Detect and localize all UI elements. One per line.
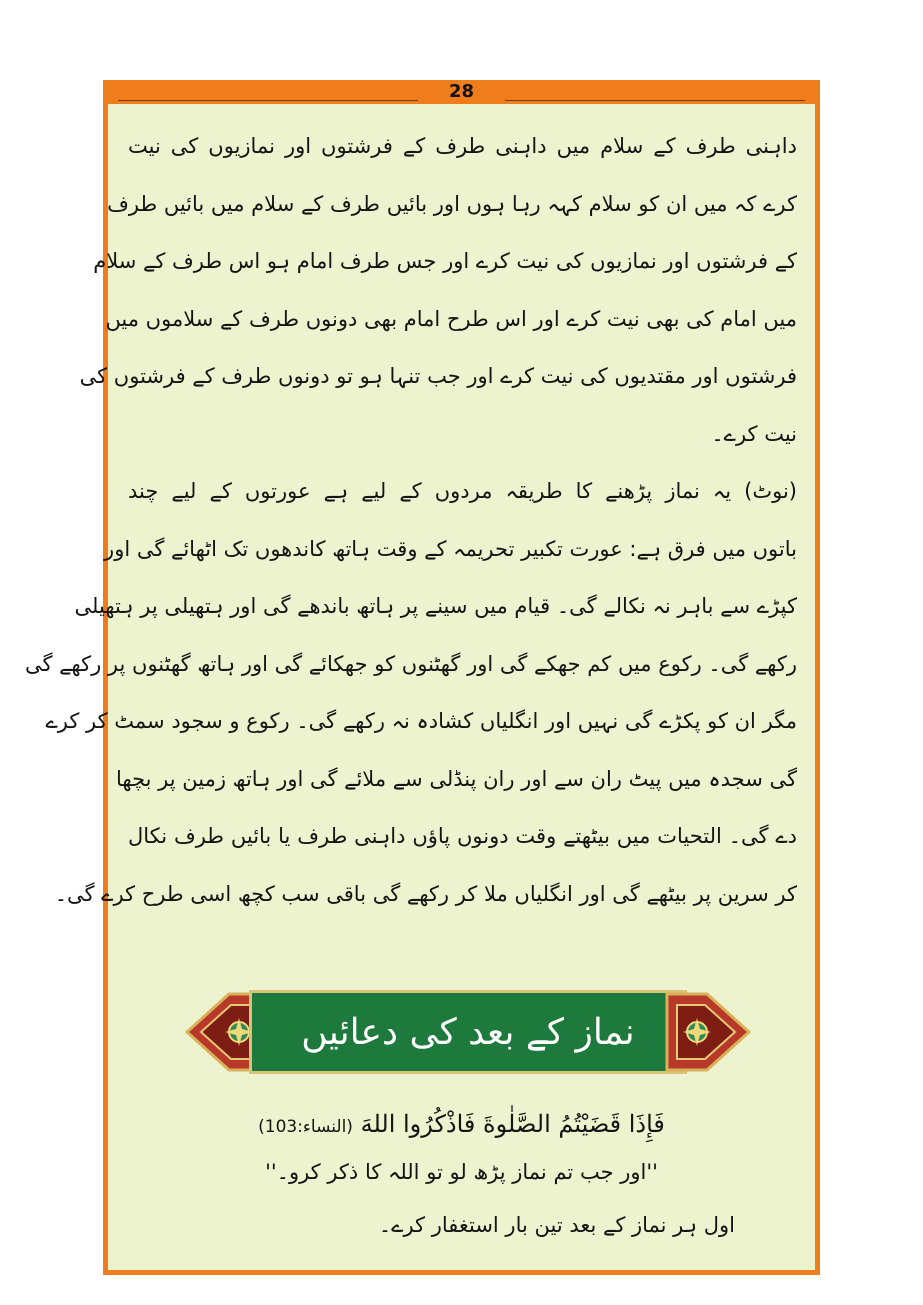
instruction-text: اول ہر نماز کے بعد تین بار استغفار کرے۔ — [378, 1213, 735, 1237]
text-line: باتوں میں فرق ہے: عورت تکبیر تحریمہ کے وقت ہاتھ کاندھوں تک اٹھائے گی اور — [104, 536, 797, 561]
text-line: کر سرین پر بیٹھے گی اور انگلیاں ملا کر رکھے گی باقی سب کچھ اسی طرح کرے گی۔ — [54, 881, 797, 906]
text-line: داہنی طرف کے سلام میں داہنی طرف کے فرشتوں اور نمازیوں کی نیت — [128, 134, 797, 158]
text-line: کپڑے سے باہر نہ نکالے گی۔ قیام میں سینے پر ہاتھ باندھے گی اور ہتھیلی پر ہتھیلی — [74, 594, 797, 618]
paragraph-note-women — [24, 463, 797, 923]
text-line: کے فرشتوں اور نمازیوں کی نیت کرے اور جس طرف امام ہو اس طرف کے سلام — [93, 249, 797, 273]
verse-translation: ''اور جب تم نماز پڑھ لو تو اللہ کا ذکر کرو۔'' — [265, 1160, 658, 1184]
text-line: (نوٹ) یہ نماز پڑھنے کا طریقہ مردوں کے لیے ہے عورتوں کے لیے چند — [128, 479, 797, 503]
page-header — [108, 80, 815, 104]
ornament-right-icon — [663, 991, 753, 1073]
text-line: مگر ان کو پکڑے گی نہیں اور انگلیاں کشادہ نہ رکھے گی۔ رکوع و سجود سمٹ کر کرے — [45, 709, 797, 733]
text-line: دے گی۔ التحیات میں بیٹھتے وقت دونوں پاؤں داہنی طرف یا بائیں طرف نکال — [128, 824, 797, 848]
text-line: میں امام کی بھی نیت کرے اور اس طرح امام بھی دونوں طرف کے سلاموں میں — [105, 306, 797, 331]
text-line: رکھے گی۔ رکوع میں کم جھکے گی اور گھٹنوں کو جھکائے گی اور ہاتھ گھٹنوں پر رکھے گی — [24, 651, 797, 676]
quran-verse — [128, 1110, 795, 1138]
page-number: 28 — [448, 81, 475, 102]
body-text — [24, 118, 797, 923]
section-banner — [183, 987, 753, 1077]
verse-reference: (النساء:103) — [258, 1117, 353, 1137]
text-line: کرے کہ میں ان کو سلام کہہ رہا ہوں اور بائیں طرف کے سلام میں بائیں طرف — [107, 191, 797, 216]
text-line: فرشتوں اور مقتدیوں کی نیت کرے اور جب تنہا ہو تو دونوں طرف کے فرشتوں کی — [79, 364, 797, 388]
banner-title: نماز کے بعد کی دعائیں — [301, 1011, 635, 1053]
verse-text: فَإِذَا قَضَيْتُمُ الصَّلٰوةَ فَاذْكُرُوا اللهَ — [360, 1110, 665, 1138]
text-line: گی سجدہ میں پیٹ ران سے اور ران پنڈلی سے ملائے گی اور ہاتھ زمین پر بچھا — [116, 766, 797, 791]
paragraph-salam-intention — [79, 118, 797, 463]
banner-title-box — [249, 990, 687, 1074]
text-line: نیت کرے۔ — [711, 421, 797, 446]
page-frame — [24, 80, 820, 1275]
